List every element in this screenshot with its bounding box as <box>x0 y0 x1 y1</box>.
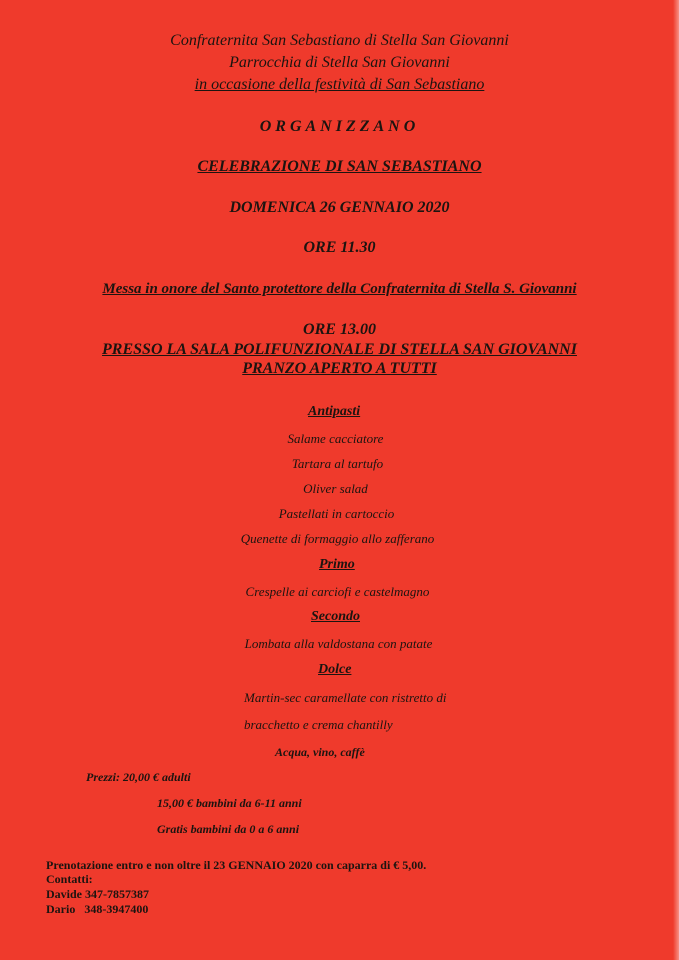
secondo-heading: Secondo <box>311 609 360 624</box>
price-free: Gratis bambini da 0 a 6 anni <box>157 822 300 836</box>
lunch-open: PRANZO APERTO A TUTTI <box>242 360 437 377</box>
organizzano-heading: ORGANIZZANO <box>259 118 420 135</box>
menu-item: Martin-sec caramellate con ristretto di <box>244 690 447 705</box>
menu-item: Crespelle ai carciofi e castelmagno <box>245 584 430 599</box>
lunch-time: ORE 13.00 <box>303 321 376 338</box>
booking-note: Prenotazione entro e non oltre il 23 GENNAIO 2020 con caparra di € 5,00. <box>46 858 427 872</box>
antipasti-heading: Antipasti <box>308 404 361 419</box>
event-date: DOMENICA 26 GENNAIO 2020 <box>229 199 450 216</box>
price-children: 15,00 € bambini da 6-11 anni <box>157 796 302 810</box>
event-title: CELEBRAZIONE DI SAN SEBASTIANO <box>197 158 482 175</box>
header-occasion: in occasione della festività di San Sebastiano <box>194 76 485 93</box>
menu-item: bracchetto e crema chantilly <box>244 717 393 732</box>
contacts-label: Contatti: <box>46 872 93 886</box>
primo-heading: Primo <box>319 557 355 572</box>
menu-item: Tartara al tartufo <box>291 456 384 471</box>
menu-item: Quenette di formaggio allo zafferano <box>240 531 435 546</box>
dolce-heading: Dolce <box>318 662 352 677</box>
menu-item: Pastellati in cartoccio <box>278 506 395 521</box>
scan-edge <box>673 0 679 960</box>
menu-item: Oliver salad <box>303 481 368 496</box>
price-adults: Prezzi: 20,00 € adulti <box>86 770 191 784</box>
menu-item: Lombata alla valdostana con patate <box>244 636 433 651</box>
header-confraternita: Confraternita San Sebastiano di Stella San Giovanni <box>170 32 509 49</box>
lunch-place: PRESSO LA SALA POLIFUNZIONALE DI STELLA SAN GIOVANNI <box>102 341 577 358</box>
header-parrocchia: Parrocchia di Stella San Giovanni <box>229 54 450 71</box>
menu-item: Salame cacciatore <box>287 431 384 446</box>
contact-davide: Davide 347-7857387 <box>46 887 149 901</box>
mass-description: Messa in onore del Santo protettore della Confraternita di Stella S. Giovanni <box>102 281 577 297</box>
contact-dario: Dario 348-3947400 <box>46 902 149 916</box>
drinks: Acqua, vino, caffè <box>275 745 365 759</box>
mass-time: ORE 11.30 <box>303 239 376 256</box>
